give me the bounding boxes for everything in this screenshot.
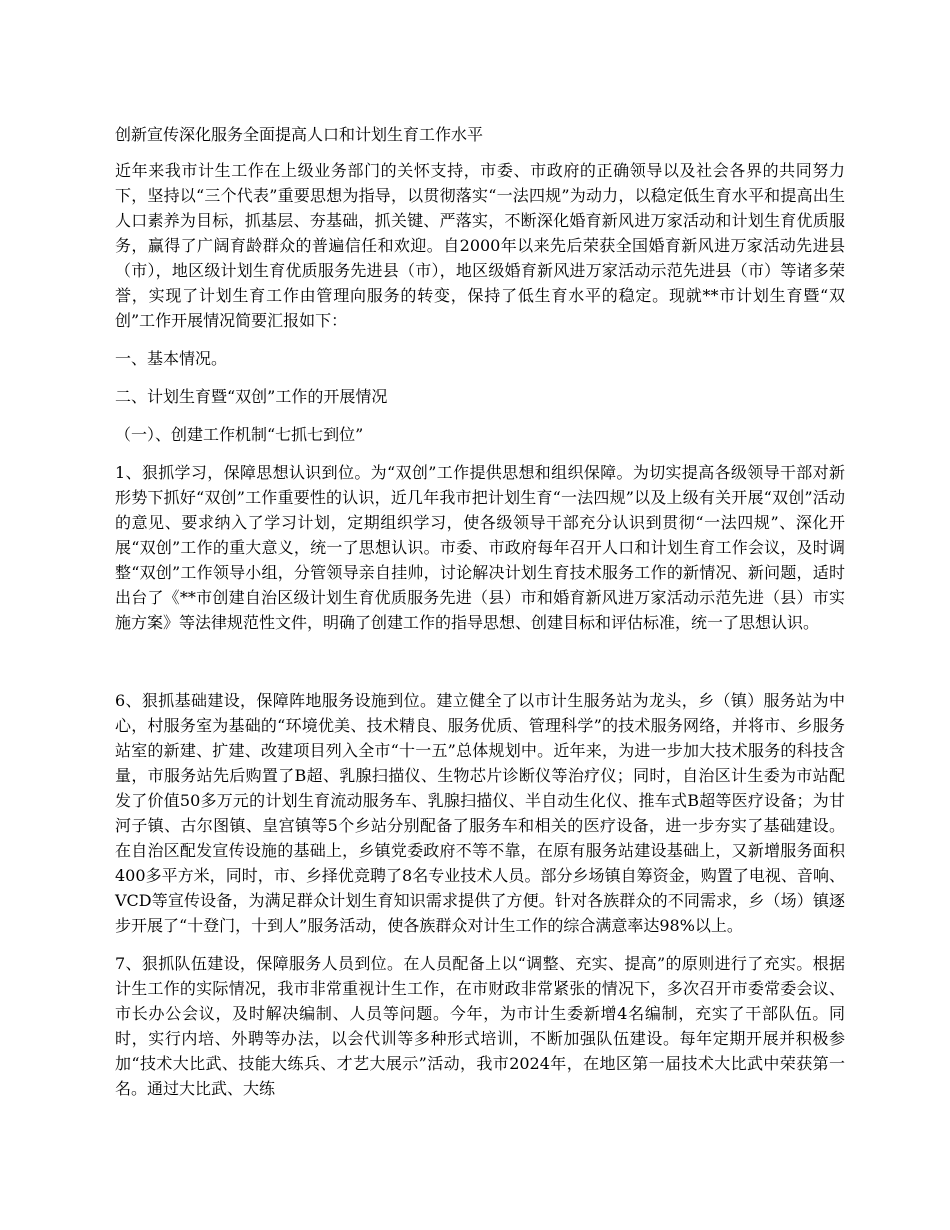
intro-paragraph: 近年来我市计生工作在上级业务部门的关怀支持，市委、市政府的正确领导以及社会各界的共同努力下，坚持以“三个代表”重要思想为指导，以贯彻落实“一法四规”为动力，以稳定低生育水平和提高出生人口素养为目标，抓基层、夯基础，抓关键、严落实，不断深化婚育新风进万家活动和计划生育优质服务，赢得了广阔育龄群众的普遍信任和欢迎。自2000年以来先后荣获全国婚育新风进万家活动先进县（市），地区级计划生育优质服务先进县（市），地区级婚育新风进万家活动示范先进县（市）等诸多荣誉，实现了计划生育工作由管理向服务的转变，保持了低生育水平的稳定。现就**市计划生育暨“双创”工作开展情况简要汇报如下： <box>115 161 845 330</box>
document-title: 创新宣传深化服务全面提高人口和计划生育工作水平 <box>115 125 484 144</box>
section-work-progress: 二、计划生育暨“双创”工作的开展情况 <box>115 387 388 406</box>
section-basic-situation: 一、基本情况。 <box>115 349 228 368</box>
item-1-paragraph: 1、狠抓学习，保障思想认识到位。为“双创”工作提供思想和组织保障。为切实提高各级领导干部对新形势下抓好“双创”工作重要性的认识，近几年我市把计划生育“一法四规”以及上级有关开展“双创”活动的意见、要求纳入了学习计划，定期组织学习，使各级领导干部充分认识到贯彻“一法四规”、深化开展“双创”工作的重大意义，统一了思想认识。市委、市政府每年召开人口和计划生育工作会议，及时调整“双创”工作领导小组，分管领导亲自挂帅，讨论解决计划生育技术服务工作的新情况、新问题，适时出台了《**市创建自治区级计划生育优质服务先进（县）市和婚育新风进万家活动示范先进（县）市实施方案》等法律规范性文件，明确了创建工作的指导思想、创建目标和评估标准，统一了思想认识。 <box>115 463 845 632</box>
item-7-paragraph: 7、狠抓队伍建设，保障服务人员到位。在人员配备上以“调整、充实、提高”的原则进行了充实。根据计生工作的实际情况，我市非常重视计生工作，在市财政非常紧张的情况下，多次召开市委常委会议、市长办公会议，及时解决编制、人员等问题。今年，为市计生委新增4名编制，充实了干部队伍。同时，实行内培、外聘等办法，以会代训等多种形式培训，不断加强队伍建设。每年定期开展并积极参加“技术大比武、技能大练兵、才艺大展示”活动，我市2024年，在地区第一届技术大比武中荣获第一名。通过大比武、大练 <box>115 954 845 1098</box>
document-page <box>115 122 845 1114</box>
subsection-work-mechanism: （一）、创建工作机制“七抓七到位” <box>115 425 364 444</box>
item-6-paragraph: 6、狠抓基础建设，保障阵地服务设施到位。建立健全了以市计生服务站为龙头，乡（镇）服务站为中心，村服务室为基础的“环境优美、技术精良、服务优质、管理科学”的技术服务网络，并将市、乡服务站室的新建、扩建、改建项目列入全市“十一五”总体规划中。近年来，为进一步加大技术服务的科技含量，市服务站先后购置了B超、乳腺扫描仪、生物芯片诊断仪等治疗仪；同时，自治区计生委为市站配发了价值50多万元的计划生育流动服务车、乳腺扫描仪、半自动生化仪、推车式B超等医疗设备；为甘河子镇、古尔图镇、皇宫镇等5个乡站分别配备了服务车和相关的医疗设备，进一步夯实了基础建设。在自治区配发宣传设施的基础上，乡镇党委政府不等不靠，在原有服务站建设基础上，又新增服务面积400多平方米，同时，市、乡择优竞聘了8名专业技术人员。部分乡场镇自筹资金，购置了电视、音响、VCD等宣传设备，为满足群众计划生育知识需求提供了方便。针对各族群众的不同需求，乡（场）镇逐步开展了“十登门，十到人”服务活动，使各族群众对计生工作的综合满意率达98%以上。 <box>115 691 845 935</box>
blank-gap <box>115 648 845 688</box>
